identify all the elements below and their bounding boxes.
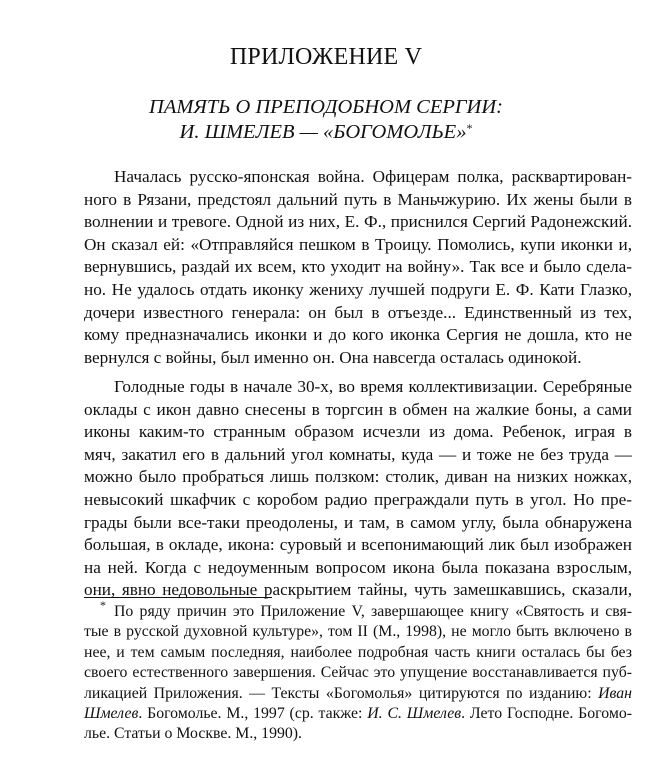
chapter-subtitle [0, 95, 652, 145]
footnote [84, 602, 632, 745]
text-line: на ней. Когда с недоуменным вопросом икона была показана взрослым, [84, 557, 632, 577]
text-line: мяч, закатил его в дальний угол комнаты, куда — и тоже не без труда — [84, 444, 632, 464]
text-line: кому предназначались иконки и до кого иконка Сергия не дошла, кто не [84, 325, 632, 345]
text-line: они, явно недовольные раскрытием тайны, чуть замешкавшись, сказали, [84, 580, 632, 600]
footnote-text: . Лето Господне. Богомо- [461, 705, 632, 723]
chapter-title: ПРИЛОЖЕНИЕ V [229, 44, 423, 70]
footnote-divider [84, 597, 272, 598]
text-line: вернулся с войны, был именно он. Она навсегда осталась одинокой. [84, 347, 582, 367]
text-line: можно было пробраться лишь ползком: столик, диван на низких ножках, [84, 467, 632, 487]
author-name-italic: И. С. Шмелев [367, 705, 462, 723]
text-line: Он сказал ей: «Отправляйся пешком в Троицу. Помолись, купи иконки и, [84, 234, 632, 254]
footnote-text: . Богомолье. М., 1997 (ср. также: [138, 705, 368, 723]
footnote-marker: * [100, 598, 106, 612]
footnote-line: лье. Статьи о Москве. М., 1990). [84, 725, 302, 743]
author-name-italic: Иван [598, 684, 632, 702]
text-line: невысокий шкафчик с коробом радио преграждали путь в угол. Но пре- [84, 489, 632, 509]
footnote-text: ликацией Приложения. — Тексты «Богомолья» цитируются по изданию: [84, 684, 599, 702]
text-line: дочери известного генерала: он был в отъезде... Единственный из тех, [84, 302, 632, 322]
footnote-line: тые в русской духовной культуре», том II (М., 1998), не могло быть включено в [84, 623, 632, 641]
footnote-reference[interactable]: * [466, 121, 473, 135]
text-line: волнении и тревоге. Одной из них, Е. Ф., приснился Сергий Радонежский. [84, 212, 632, 232]
text-line: большая, в окладе, икона: суровый и всепонимающий лик был изображен [84, 535, 632, 555]
text-line: грады были все-таки преодолены, и там, в самом углу, была обнаружена [84, 512, 632, 532]
footnote-line: нее, и тем самым последняя, наиболее подробная часть книги осталась бы без [84, 643, 632, 661]
subtitle-line-2 [0, 120, 652, 145]
subtitle-line-2-text: И. ШМЕЛЕВ — «БОГОМОЛЬЕ» [179, 121, 467, 143]
text-line: ного в Рязани, предстоял дальний путь в Маньчжурию. Их жены были в [84, 189, 632, 209]
footnote-line [84, 704, 632, 724]
text-line: но. Не удалось отдать иконку жениху лучшей подруги Е. Ф. Кати Глазко, [84, 279, 632, 299]
text-line: вернувшись, раздай их всем, кто уходит на войну». Так все и было сдела- [84, 257, 632, 277]
paragraph-1 [84, 166, 632, 369]
text-line: иконы каким-то странным образом исчезли из дома. Ребенок, играя в [84, 422, 632, 442]
footnote-line: своего естественного завершения. Сейчас это упущение восстанавливается пуб- [84, 664, 632, 682]
text-line: Началась русско-японская война. Офицерам полка, расквартирован- [114, 167, 632, 186]
text-line: оклады с икон давно снесены в торгсин в обмен на жалкие боны, а сами [84, 399, 632, 419]
paragraph-2 [84, 376, 632, 602]
subtitle-line-1: ПАМЯТЬ О ПРЕПОДОБНОМ СЕРГИИ: [149, 96, 503, 118]
text-line: Голодные годы в начале 30-х, во время коллективизации. Серебряные [114, 377, 632, 396]
author-name-italic: Шмелев [84, 705, 139, 723]
footnote-line: По ряду причин это Приложение V, завершающее книгу «Святость и свя- [114, 603, 632, 620]
footnote-line [84, 684, 632, 704]
